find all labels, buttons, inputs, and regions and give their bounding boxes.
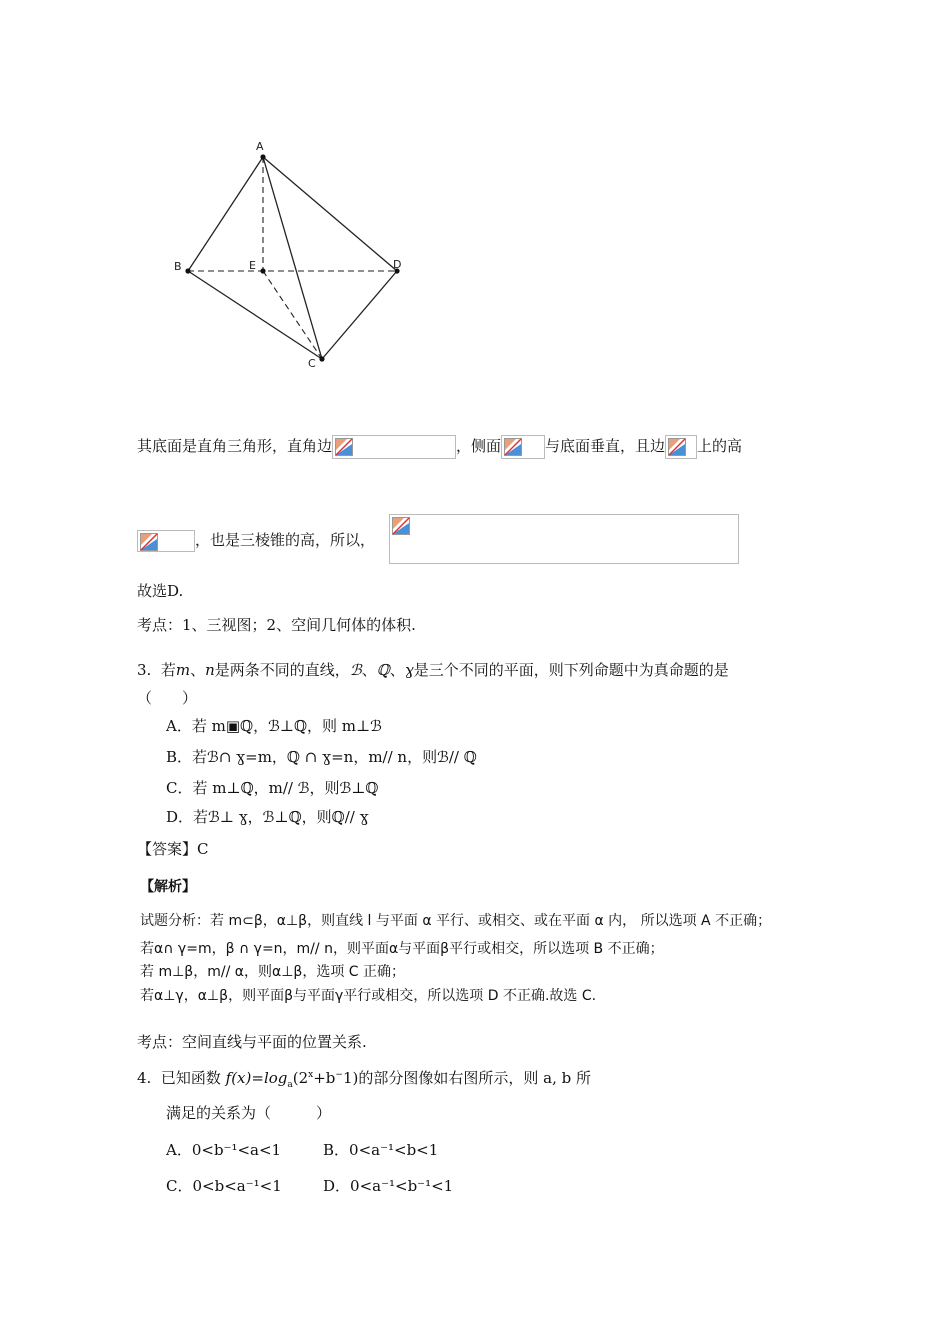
label-b: B — [174, 260, 182, 273]
q3-stem-b: 是两条不同的直线， — [214, 661, 350, 679]
q4-func-b: (2 — [292, 1069, 309, 1087]
q4-func-exp: x — [308, 1070, 314, 1080]
q3-sep-2: 、 — [361, 661, 377, 679]
point-b — [185, 268, 190, 273]
q4-func-base: a — [287, 1080, 293, 1090]
broken-image-icon — [335, 438, 353, 456]
para1-text-3: 与底面垂直，且边 — [545, 437, 666, 455]
q3-answer: 【答案】C — [137, 840, 209, 858]
q4-stem-b: 的部分图像如右图所示，则 a, b 所 — [358, 1069, 591, 1087]
formula-image-placeholder-3 — [665, 435, 697, 459]
para1-text-2: ，侧面 — [456, 437, 502, 455]
q4-func: f(x)=log — [225, 1069, 288, 1087]
q4-func-d: 1) — [342, 1069, 359, 1087]
q4-func-c: +b — [313, 1069, 336, 1087]
q3-var-n: n — [205, 661, 215, 679]
paragraph-height-conclusion — [137, 528, 375, 552]
kaodian-1: 考点：1、三视图；2、空间几何体的体积. — [137, 616, 416, 634]
q4-stem-line-2: 满足的关系为（ ） — [166, 1104, 332, 1122]
q4-option-a: A．0<b⁻¹<a<1 — [166, 1141, 282, 1159]
point-e — [260, 268, 265, 273]
point-c — [319, 356, 324, 361]
q4-number: 4. — [137, 1069, 152, 1087]
para1-text-1: 其底面是直角三角形，直角边 — [137, 437, 333, 455]
q3-analysis-title: 【解析】 — [140, 879, 196, 895]
q3-option-b: B．若ℬ∩ ɣ=m，ℚ ∩ ɣ=n，m// n，则ℬ// ℚ — [166, 748, 477, 766]
edge-ac — [263, 157, 322, 359]
q4-stem-a: 已知函数 — [160, 1069, 221, 1087]
q4-func-exp2: − — [335, 1070, 343, 1080]
edge-ad — [263, 157, 397, 271]
q3-sep-1: 、 — [190, 661, 206, 679]
q4-option-b: B．0<a⁻¹<b<1 — [323, 1141, 439, 1159]
q3-stem-a: 若 — [160, 661, 176, 679]
edge-bc — [188, 271, 322, 359]
q3-stem — [137, 659, 729, 680]
broken-image-icon — [504, 438, 522, 456]
choose-d-text: 故选D. — [137, 582, 184, 600]
broken-image-icon — [668, 438, 686, 456]
pyramid-figure — [160, 135, 420, 380]
label-a: A — [256, 140, 264, 153]
para2-text-1: ，也是三棱锥的高，所以， — [195, 531, 376, 549]
q4-stem — [137, 1067, 591, 1090]
q3-plane-3: ɣ — [404, 661, 414, 679]
broken-image-icon — [392, 517, 410, 535]
q3-stem-c: 是三个不同的平面，则下列命题中为真命题的是 — [413, 661, 729, 679]
formula-image-placeholder-2 — [501, 435, 545, 459]
edge-ec-dashed — [263, 271, 322, 359]
paragraph-base-description — [137, 433, 742, 459]
q3-analysis-line-3: 若 m⊥β，m// α，则α⊥β，选项 C 正确； — [140, 964, 406, 980]
q3-option-d: D．若ℬ⊥ ɣ，ℬ⊥ℚ，则ℚ// ɣ — [166, 808, 369, 826]
q3-plane-1: ℬ — [349, 661, 362, 679]
para1-text-4: 上的高 — [697, 437, 743, 455]
label-d: D — [393, 258, 402, 271]
q3-var-m: m — [175, 661, 191, 679]
q3-analysis-line-4: 若α⊥γ，α⊥β，则平面β与平面γ平行或相交，所以选项 D 不正确.故选 C. — [140, 988, 597, 1004]
q3-number: 3. — [137, 661, 152, 679]
q3-option-c: C．若 m⊥ℚ，m// ℬ，则ℬ⊥ℚ — [166, 779, 379, 797]
broken-image-icon — [140, 533, 158, 551]
formula-image-placeholder-4 — [137, 530, 195, 552]
point-a — [260, 154, 265, 159]
edge-cd — [322, 271, 397, 359]
q3-analysis-line-1: 试题分析：若 m⊂β，α⊥β，则直线 l 与平面 α 平行、或相交、或在平面 α 内， 所以选项 A 不正确； — [140, 913, 772, 929]
q3-sep-3: 、 — [389, 661, 405, 679]
label-e: E — [249, 259, 256, 272]
q3-paren: （ ） — [137, 689, 198, 707]
q3-analysis-line-2: 若α∩ γ=m，β ∩ γ=n，m// n，则平面α与平面β平行或相交，所以选项 B 不正确； — [140, 941, 664, 957]
q3-kaodian: 考点：空间直线与平面的位置关系. — [137, 1033, 367, 1051]
q4-option-d: D．0<a⁻¹<b⁻¹<1 — [323, 1177, 454, 1195]
label-c: C — [308, 357, 316, 370]
formula-image-placeholder-1 — [332, 435, 456, 459]
q3-option-a: A．若 m▣ℚ，ℬ⊥ℚ，则 m⊥ℬ — [166, 717, 382, 735]
edge-ab — [188, 157, 263, 271]
q3-plane-2: ℚ — [376, 661, 390, 679]
formula-image-placeholder-5 — [389, 514, 739, 564]
q4-option-c: C．0<b<a⁻¹<1 — [166, 1177, 282, 1195]
